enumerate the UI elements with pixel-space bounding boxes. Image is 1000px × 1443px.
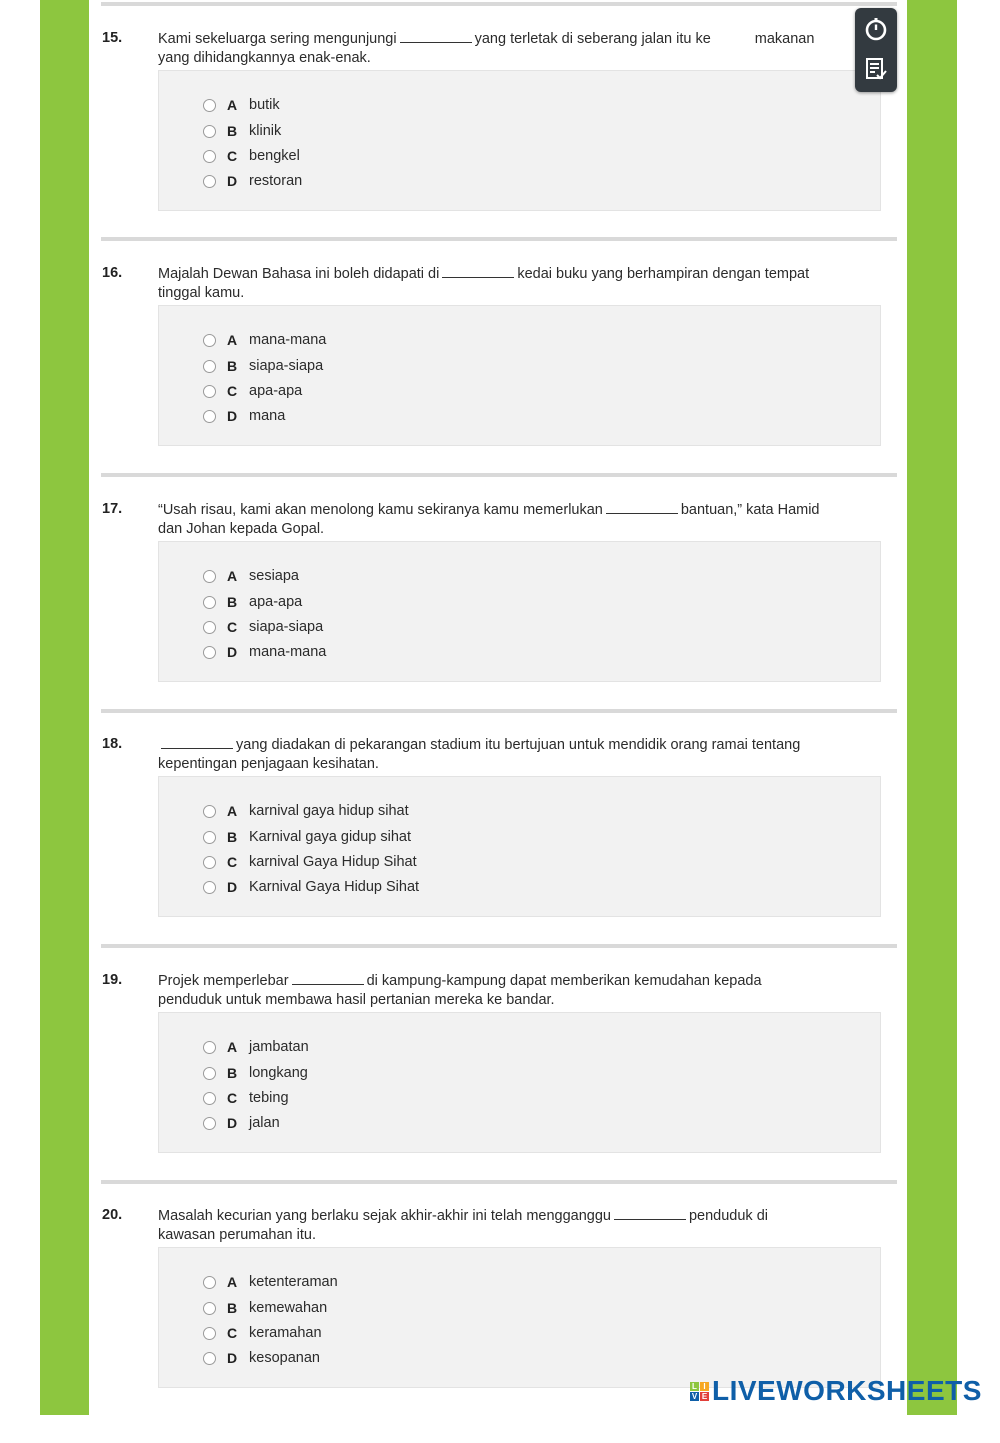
- option-letter: C: [227, 619, 238, 635]
- options-box: [158, 305, 881, 446]
- option-a[interactable]: [203, 566, 299, 586]
- options-box: [158, 70, 881, 211]
- option-d[interactable]: [203, 642, 326, 662]
- separator: [101, 2, 897, 6]
- answer-blank: [442, 266, 514, 278]
- right-green-border: [907, 0, 957, 1415]
- option-letter: B: [227, 1065, 238, 1081]
- option-letter: D: [227, 173, 238, 189]
- option-letter: C: [227, 383, 238, 399]
- radio-button[interactable]: [203, 150, 216, 163]
- option-letter: B: [227, 1300, 238, 1316]
- question-text-before: Masalah kecurian yang berlaku sejak akhir-akhir ini telah mengganggu: [158, 1208, 611, 1224]
- option-letter: A: [227, 568, 238, 584]
- option-letter: D: [227, 1350, 238, 1366]
- option-c[interactable]: [203, 617, 323, 637]
- option-text: mana: [249, 408, 286, 424]
- option-c[interactable]: [203, 146, 300, 166]
- floating-toolbar: [855, 8, 897, 92]
- option-a[interactable]: [203, 330, 326, 350]
- question-text: [158, 972, 898, 1010]
- option-text: apa-apa: [249, 594, 303, 610]
- question-text: [158, 30, 898, 68]
- option-c[interactable]: [203, 1323, 322, 1343]
- radio-button[interactable]: [203, 646, 216, 659]
- question-text-before: “Usah risau, kami akan menolong kamu sekiranya kamu memerlukan: [158, 502, 603, 518]
- option-text: butik: [249, 97, 280, 113]
- answer-blank: [606, 502, 678, 514]
- question-block: [89, 30, 907, 266]
- option-text: mana-mana: [249, 332, 327, 348]
- option-text: karnival gaya hidup sihat: [249, 803, 409, 819]
- checklist-icon: [864, 56, 888, 82]
- option-d[interactable]: [203, 406, 285, 426]
- radio-button[interactable]: [203, 881, 216, 894]
- question-text-line2: dan Johan kepada Gopal.: [158, 521, 325, 537]
- option-letter: B: [227, 358, 238, 374]
- radio-button[interactable]: [203, 621, 216, 634]
- separator: [101, 1180, 897, 1184]
- option-d[interactable]: [203, 877, 419, 897]
- question-text-after: penduduk di: [688, 1208, 768, 1224]
- question-text: [158, 1207, 898, 1245]
- question-text-line2: kepentingan penjagaan kesihatan.: [158, 756, 379, 772]
- question-text-line2: tinggal kamu.: [158, 285, 245, 301]
- left-green-border: [40, 0, 89, 1415]
- logo-text: LIVEWORKSHEETS: [712, 1375, 982, 1406]
- question-text-line2: yang dihidangkannya enak-enak.: [158, 50, 371, 66]
- option-letter: A: [227, 1039, 238, 1055]
- option-c[interactable]: [203, 852, 417, 872]
- question-text-after: kedai buku yang berhampiran dengan tempat: [517, 266, 810, 282]
- question-text-after: yang diadakan di pekarangan stadium itu bertujuan untuk mendidik orang ramai tentang: [236, 737, 801, 753]
- option-b[interactable]: [203, 1063, 308, 1083]
- radio-button[interactable]: [203, 99, 216, 112]
- option-d[interactable]: [203, 1348, 320, 1368]
- option-text: bengkel: [249, 148, 300, 164]
- option-d[interactable]: [203, 1113, 280, 1133]
- question-text-before: Majalah Dewan Bahasa ini boleh didapati di: [158, 266, 440, 282]
- option-text: longkang: [249, 1065, 308, 1081]
- option-letter: C: [227, 854, 238, 870]
- question-number: 15.: [102, 30, 123, 46]
- radio-button[interactable]: [203, 125, 216, 138]
- option-text: Karnival Gaya Hidup Sihat: [249, 879, 420, 895]
- option-d[interactable]: [203, 171, 302, 191]
- question-text-line2: kawasan perumahan itu.: [158, 1227, 316, 1243]
- answer-blank: [292, 973, 364, 985]
- worksheet-page: [89, 0, 907, 1415]
- question-text: [158, 736, 898, 774]
- option-letter: A: [227, 1274, 238, 1290]
- option-letter: B: [227, 123, 238, 139]
- radio-button[interactable]: [203, 1302, 216, 1315]
- option-a[interactable]: [203, 1272, 338, 1292]
- option-text: kesopanan: [249, 1350, 320, 1366]
- radio-button[interactable]: [203, 1041, 216, 1054]
- radio-button[interactable]: [203, 1117, 216, 1130]
- question-text-before: Projek memperlebar: [158, 973, 289, 989]
- liveworksheets-logo: [690, 1374, 982, 1408]
- option-letter: D: [227, 879, 238, 895]
- option-text: siapa-siapa: [249, 619, 324, 635]
- option-letter: D: [227, 644, 238, 660]
- option-text: jambatan: [249, 1039, 309, 1055]
- timer-icon: [863, 16, 889, 42]
- radio-button[interactable]: [203, 596, 216, 609]
- option-a[interactable]: [203, 95, 280, 115]
- radio-button[interactable]: [203, 385, 216, 398]
- option-letter: A: [227, 803, 238, 819]
- question-block: [89, 265, 907, 501]
- option-letter: D: [227, 1115, 238, 1131]
- option-letter: B: [227, 829, 238, 845]
- radio-button[interactable]: [203, 1352, 216, 1365]
- question-block: [89, 736, 907, 972]
- option-a[interactable]: [203, 801, 409, 821]
- question-number: 17.: [102, 501, 123, 517]
- option-text: keramahan: [249, 1325, 322, 1341]
- option-letter: C: [227, 1090, 238, 1106]
- checklist-button[interactable]: [860, 53, 892, 85]
- option-b[interactable]: [203, 827, 411, 847]
- question-number: 16.: [102, 265, 123, 281]
- logo-mark: [690, 1382, 709, 1401]
- option-text: ketenteraman: [249, 1274, 338, 1290]
- option-text: Karnival gaya gidup sihat: [249, 829, 412, 845]
- radio-button[interactable]: [203, 1092, 216, 1105]
- question-block: [89, 501, 907, 737]
- option-text: klinik: [249, 123, 282, 139]
- radio-button[interactable]: [203, 570, 216, 583]
- logo-letter: I: [700, 1382, 709, 1391]
- question-number: 18.: [102, 736, 123, 752]
- question-block: [89, 972, 907, 1208]
- question-text-tail: makanan: [754, 31, 815, 47]
- option-b[interactable]: [203, 1298, 327, 1318]
- logo-letter: L: [690, 1382, 699, 1391]
- separator: [101, 709, 897, 713]
- option-b[interactable]: [203, 592, 302, 612]
- option-letter: B: [227, 594, 238, 610]
- radio-button[interactable]: [203, 831, 216, 844]
- question-text: [158, 501, 898, 539]
- option-text: apa-apa: [249, 383, 303, 399]
- option-a[interactable]: [203, 1037, 309, 1057]
- timer-button[interactable]: [860, 13, 892, 45]
- radio-button[interactable]: [203, 360, 216, 373]
- option-text: jalan: [249, 1115, 280, 1131]
- radio-button[interactable]: [203, 805, 216, 818]
- logo-letter: V: [691, 1391, 698, 1401]
- option-text: siapa-siapa: [249, 358, 324, 374]
- radio-button[interactable]: [203, 1067, 216, 1080]
- radio-button[interactable]: [203, 334, 216, 347]
- separator: [101, 944, 897, 948]
- options-box: [158, 1247, 881, 1388]
- option-b[interactable]: [203, 121, 281, 141]
- option-text: mana-mana: [249, 644, 327, 660]
- radio-button[interactable]: [203, 856, 216, 869]
- question-number: 19.: [102, 972, 123, 988]
- option-text: sesiapa: [249, 568, 299, 584]
- options-box: [158, 776, 881, 917]
- question-text-line2: penduduk untuk membawa hasil pertanian mereka ke bandar.: [158, 992, 555, 1008]
- question-number: 20.: [102, 1207, 123, 1223]
- radio-button[interactable]: [203, 1327, 216, 1340]
- left-margin: [0, 0, 40, 1415]
- separator: [101, 237, 897, 241]
- option-letter: D: [227, 408, 238, 424]
- question-text-after: bantuan,” kata Hamid: [680, 502, 820, 518]
- option-b[interactable]: [203, 356, 323, 376]
- option-text: karnival Gaya Hidup Sihat: [249, 854, 417, 870]
- option-letter: A: [227, 97, 238, 113]
- question-text: [158, 265, 898, 303]
- radio-button[interactable]: [203, 410, 216, 423]
- radio-button[interactable]: [203, 1276, 216, 1289]
- question-text-before: Kami sekeluarga sering mengunjungi: [158, 31, 397, 47]
- option-letter: C: [227, 148, 238, 164]
- options-box: [158, 1012, 881, 1153]
- radio-button[interactable]: [203, 175, 216, 188]
- question-text-after: yang terletak di seberang jalan itu ke: [474, 31, 711, 47]
- option-text: kemewahan: [249, 1300, 328, 1316]
- option-letter: A: [227, 332, 238, 348]
- option-c[interactable]: [203, 1088, 289, 1108]
- separator: [101, 473, 897, 477]
- option-text: restoran: [249, 173, 303, 189]
- option-c[interactable]: [203, 381, 302, 401]
- logo-letter: E: [701, 1391, 708, 1401]
- answer-blank: [614, 1208, 686, 1220]
- options-box: [158, 541, 881, 682]
- question-text-after: di kampung-kampung dapat memberikan kemudahan kepada: [366, 973, 762, 989]
- answer-blank: [161, 737, 233, 749]
- answer-blank: [400, 31, 472, 43]
- option-letter: C: [227, 1325, 238, 1341]
- option-text: tebing: [249, 1090, 289, 1106]
